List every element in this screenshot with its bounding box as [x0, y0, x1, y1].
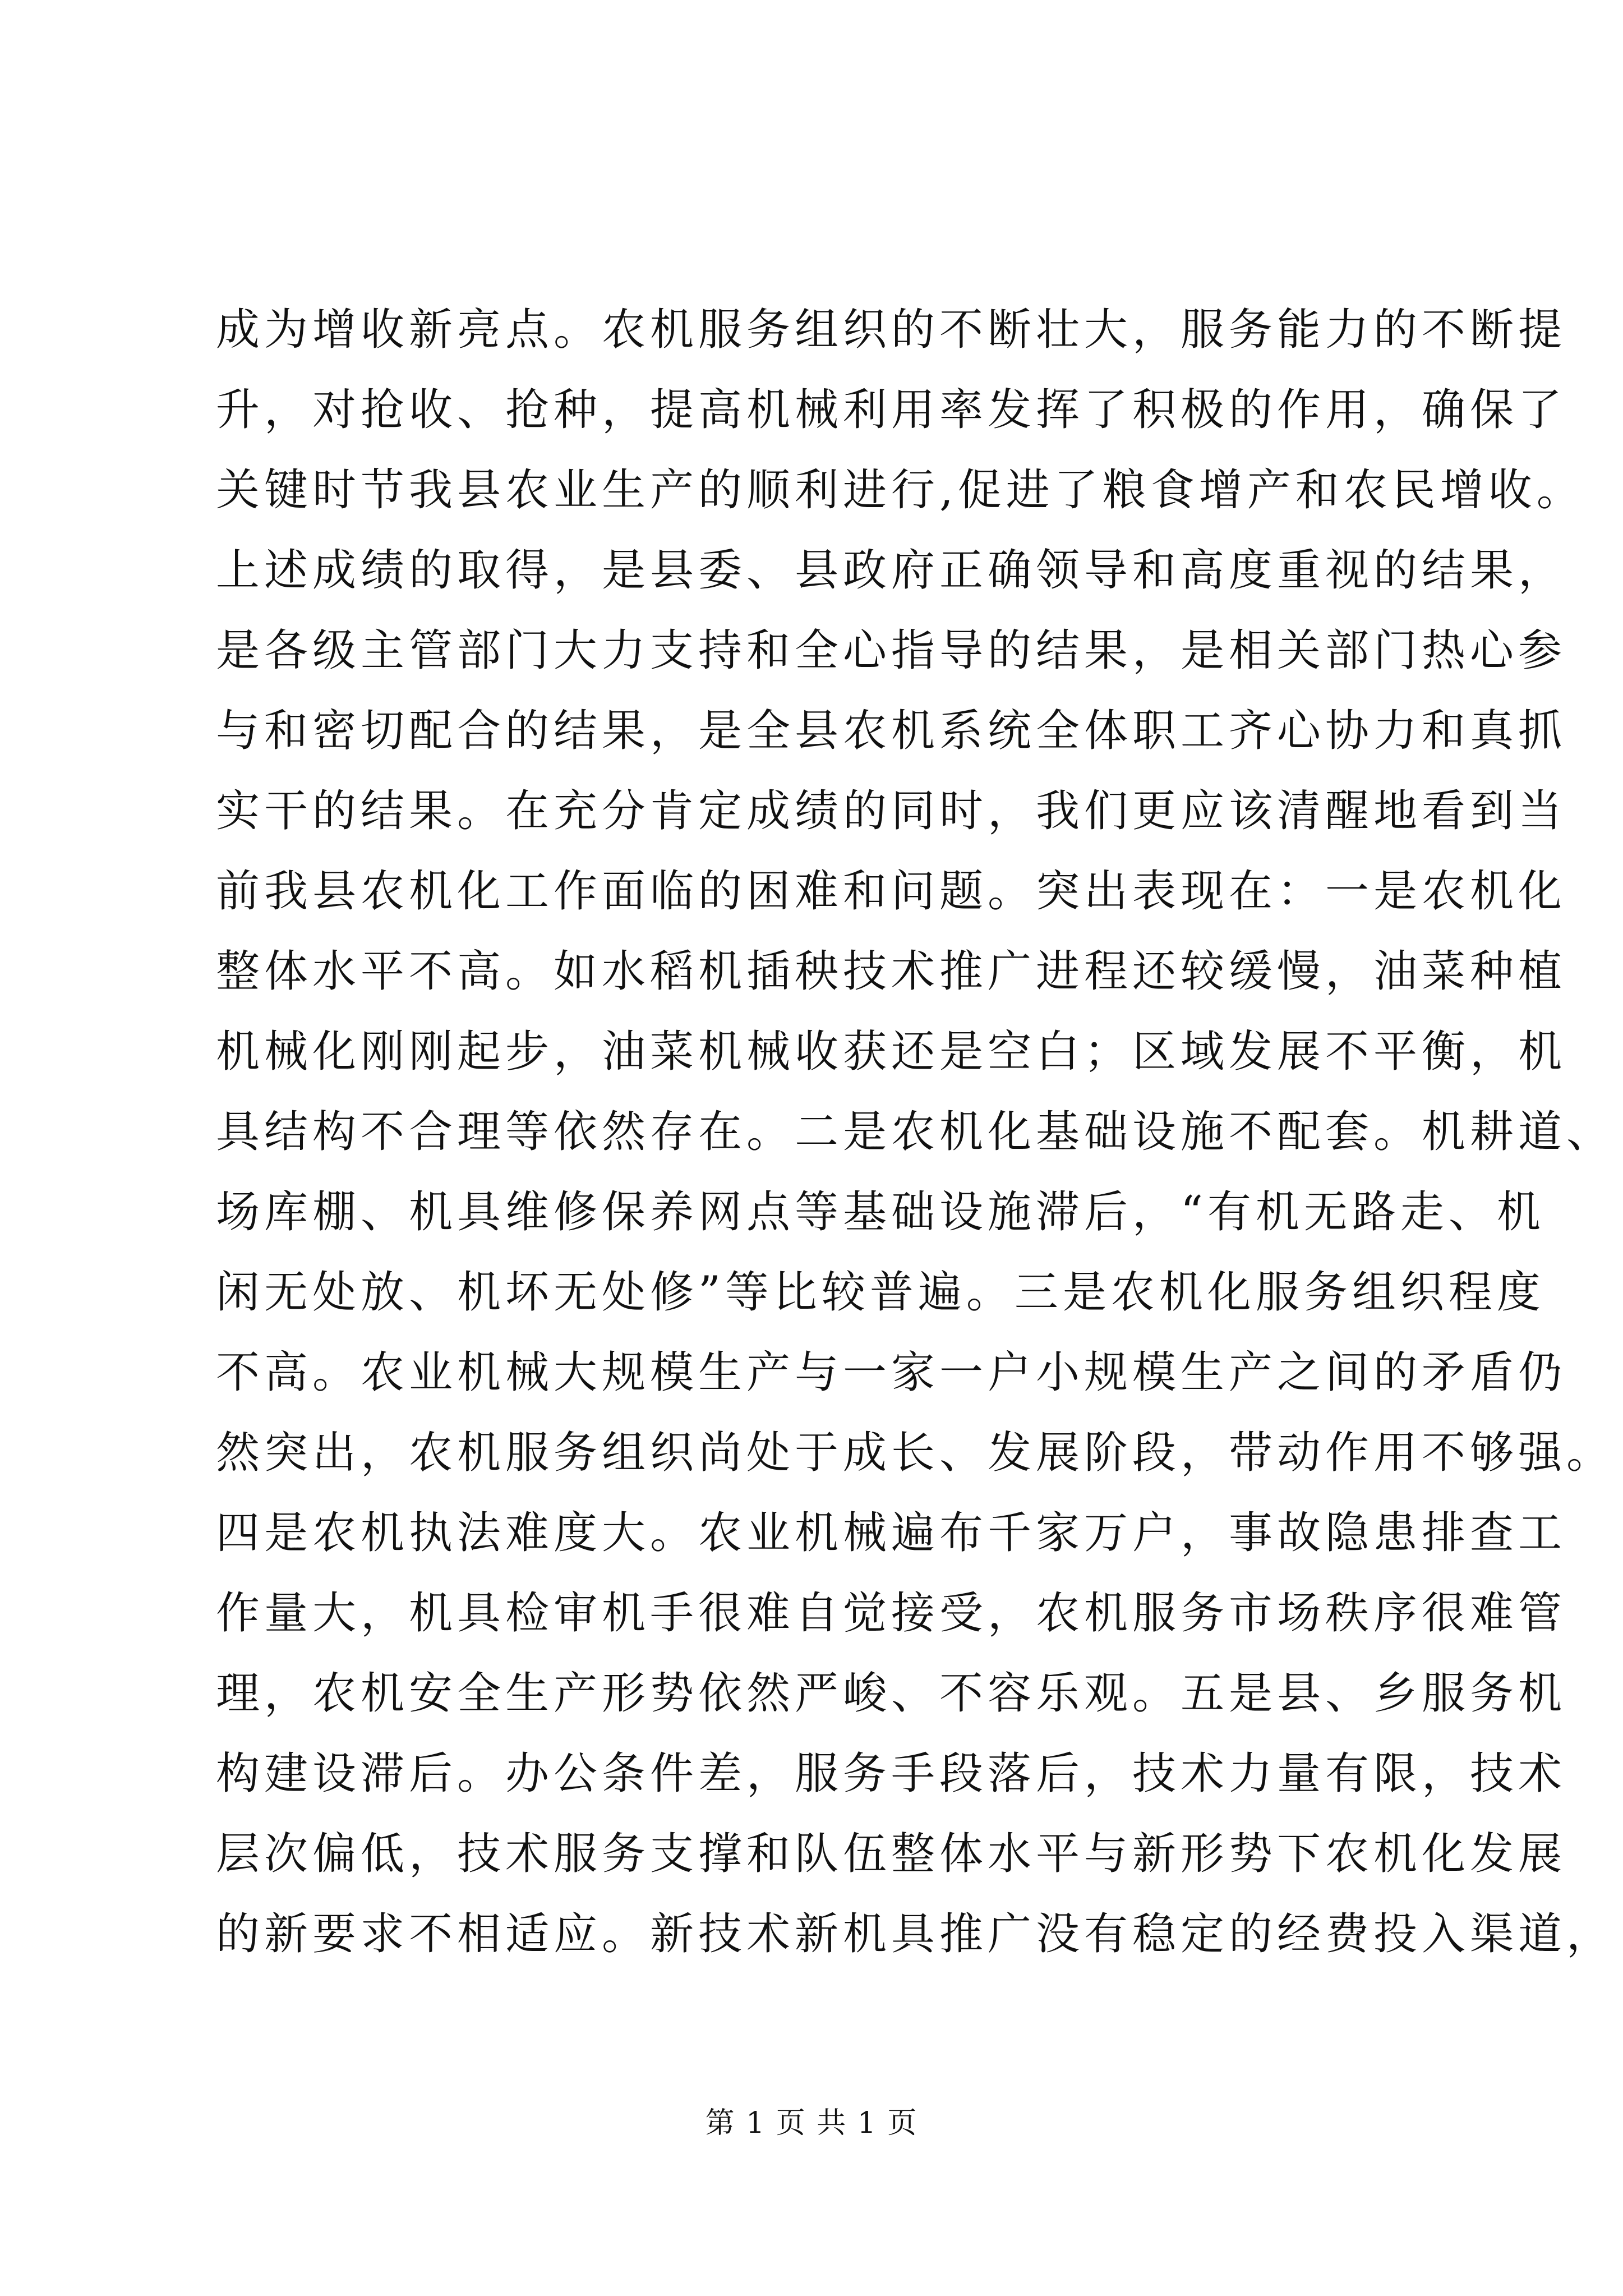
text-line: 作量大，机具检审机手很难自觉接受，农机服务市场秩序很难管 — [216, 1588, 1567, 1639]
text-line: 理，农机安全生产形势依然严峻、不容乐观。五是县、乡服务机 — [216, 1668, 1567, 1719]
text-line: 闲无处放、机坏无处修”等比较普遍。三是农机化服务组织程度 — [216, 1267, 1545, 1318]
text-line: 不高。农业机械大规模生产与一家一户小规模生产之间的矛盾仍 — [216, 1347, 1567, 1398]
text-line: 机械化刚刚起步，油菜机械收获还是空白；区域发展不平衡，机 — [216, 1027, 1567, 1077]
text-line: 场库棚、机具维修保养网点等基础设施滞后，“有机无路走、机 — [216, 1187, 1545, 1237]
text-line: 上述成绩的取得，是县委、县政府正确领导和高度重视的结果， — [216, 545, 1567, 596]
text-line: 升，对抢收、抢种，提高机械利用率发挥了积极的作用，确保了 — [216, 385, 1567, 435]
text-line: 前我县农机化工作面临的困难和问题。突出表现在：一是农机化 — [216, 866, 1567, 917]
text-line: 的新要求不相适应。新技术新机具推广没有稳定的经费投入渠道， — [216, 1909, 1615, 1959]
text-line: 层次偏低，技术服务支撑和队伍整体水平与新形势下农机化发展 — [216, 1829, 1567, 1879]
text-line: 构建设滞后。办公条件差，服务手段落后，技术力量有限，技术 — [216, 1749, 1567, 1799]
page-footer: 第 1 页 共 1 页 — [705, 2106, 918, 2140]
text-line: 关键时节我县农业生产的顺利进行,促进了粮食增产和农民增收。 — [216, 465, 1585, 516]
text-line: 四是农机执法难度大。农业机械遍布千家万户，事故隐患排查工 — [216, 1508, 1567, 1558]
text-line: 实干的结果。在充分肯定成绩的同时，我们更应该清醒地看到当 — [216, 786, 1567, 836]
text-line: 然突出，农机服务组织尚处于成长、发展阶段，带动作用不够强。 — [216, 1428, 1615, 1478]
text-line: 整体水平不高。如水稻机插秧技术推广进程还较缓慢，油菜种植 — [216, 946, 1567, 997]
text-line: 成为增收新亮点。农机服务组织的不断壮大，服务能力的不断提 — [216, 305, 1567, 355]
text-line: 与和密切配合的结果，是全县农机系统全体职工齐心协力和真抓 — [216, 706, 1567, 756]
text-line: 是各级主管部门大力支持和全心指导的结果，是相关部门热心参 — [216, 625, 1567, 676]
text-line: 具结构不合理等依然存在。二是农机化基础设施不配套。机耕道、 — [216, 1107, 1615, 1157]
